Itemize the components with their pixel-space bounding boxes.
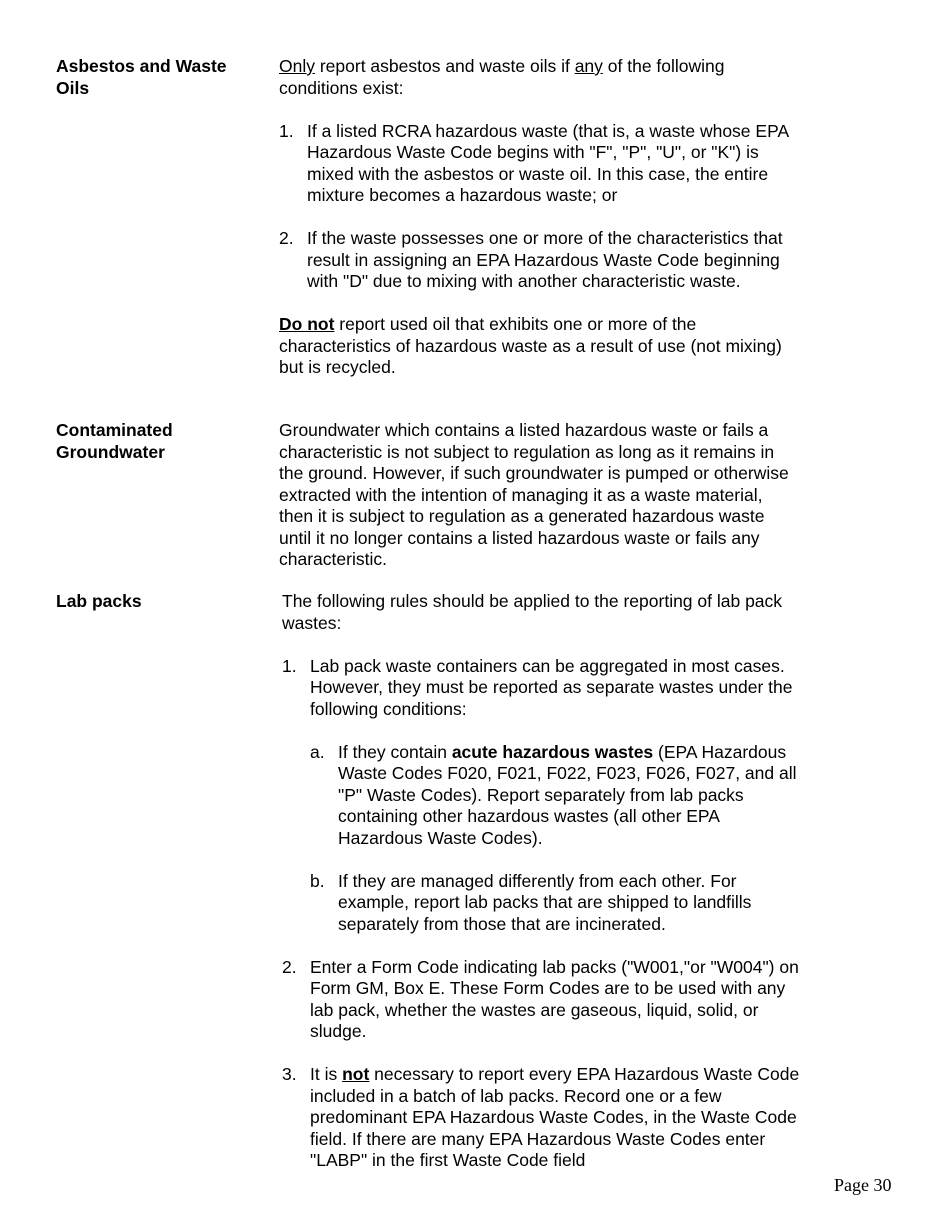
section-body [279,56,799,379]
section-heading: Asbestos and Waste Oils [56,56,227,98]
page-number: Page 30 [834,1175,892,1195]
intro-paragraph: The following rules should be applied to the reporting of lab pack wastes: [282,591,783,633]
list-item: 3. It is not necessary to report every EPA Hazardous Waste Code included in a batch of lab packs. Record one or a few predominant EPA Hazardous Waste Codes, in the Waste Code field. If there are many EPA Hazardous Waste Codes enter "LABP" in the first Waste Code field [282,1064,800,1170]
emphasis-not: not [342,1064,370,1084]
sub-list-item: b. If they are managed differently from each other. For example, report lab packs that are shipped to landfills separately from those that are incinerated. [310,870,752,934]
emphasis-only: Only [279,56,315,76]
section-body [279,420,799,571]
list-item: 1. If a listed RCRA hazardous waste (that is, a waste whose EPA Hazardous Waste Code begins with "F", "P", "U", or "K") is mixed with the asbestos or waste oil. In this case, the entire mixture becomes a hazardous waste; or [279,120,789,205]
emphasis-acute: acute hazardous wastes [451,741,654,762]
section-heading: Lab packs [56,591,142,611]
list-item: 1. Lab pack waste containers can be aggregated in most cases. However, they must be reported as separate wastes under the following conditions: a. If they contain acute hazardous wastes (EPA Hazardous Waste Codes F020, F021, F022, F023, F026, F027, and all "P" Waste Codes). Report separately from lab packs containing other hazardous wastes (all other EPA Hazardous Waste Codes). b. If they are managed differently from each other. For example, report lab packs that are shipped to landfills separately from those that are incinerated. [282,656,802,936]
paragraph: Groundwater which contains a listed hazardous waste or fails a characteristic is not subject to regulation as long as it remains in the ground. However, if such groundwater is pumped or otherwise extracted with the intention of managing it as a waste material, then it is subject to regulation as a generated hazardous waste until it no longer contains a listed hazardous waste or fails any characteristic. [279,420,789,569]
list-item: 2. Enter a Form Code indicating lab packs ("W001,"or "W004") on Form GM, Box E. These Form Codes are to be used with any lab pack, whether the wastes are gaseous, liquid, solid, or sludge. [282,956,799,1041]
section-heading: Contaminated Groundwater [56,420,173,462]
list-item: 2. If the waste possesses one or more of the characteristics that result in assigning an EPA Hazardous Waste Code beginning with "D" due to mixing with another characteristic waste. [279,228,783,291]
emphasis-any: any [574,56,603,76]
intro-paragraph: Only report asbestos and waste oils if any of the following conditions exist: [279,56,725,98]
emphasis-do-not: Do not [279,314,335,334]
sub-list-item: a. If they contain acute hazardous wastes (EPA Hazardous Waste Codes F020, F021, F022, F023, F026, F027, and all "P" Waste Codes). Report separately from lab packs containing other hazardous wastes (all other EPA Hazardous Waste Codes). [310,741,797,848]
section-body [282,591,802,1172]
note-paragraph: Do not report used oil that exhibits one or more of the characteristics of hazardous waste as a result of use (not mixing) but is recycled. [279,314,782,377]
